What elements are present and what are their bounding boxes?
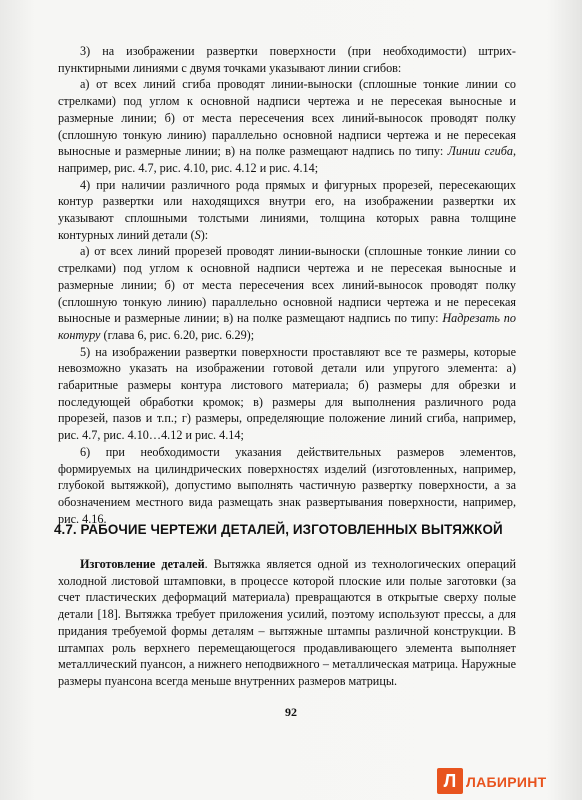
- section-paragraph: [58, 556, 516, 690]
- lead-term: Изготовление деталей: [80, 557, 205, 571]
- paragraph-4: [58, 177, 516, 244]
- labirint-logo-icon: Л: [437, 768, 463, 794]
- paragraph-3: 3) на изображении развертки поверхности (при необходимости) штрих-пунктирными линиями с двумя точками указывают линии сгибов:: [58, 44, 516, 75]
- paragraph-text: ):: [200, 227, 209, 242]
- paragraph-text: а) от всех линий сгиба проводят линии-выноски (сплошные тонкие линии со стрелками) под углом к основной надписи чертежа и не пересекая выносные и размерные линии; б) от места пересечения всех линий-выносок проводят полку (сплошную тонкую линию) параллельно основной надписи чертежа и не пересекая выносные и размерные линии; в) на полке размещают надпись по типу:: [58, 77, 516, 159]
- italic-symbol: S: [194, 227, 201, 242]
- paragraph-text: . Вытяжка является одной из технологических операций холодной листовой штамповки, в процессе которой плоские или полые заготовки (за счет пластических деформаций материала) превращаются в открытые сверху полые детали [18]. Вытяжка требует приложения усилий, поэтому используют прессы, а для придания требуемой формы деталям – вытяжные штампы различной конструкции. В штампах роль верхнего перемещающегося продавливающего элемента выполняет металлический пуансон, а нижнего неподвижного – металлическая матрица. Наружные размеры пуансона всегда меньше внутренних размеров матрицы.: [58, 557, 516, 688]
- section-heading: 4.7. РАБОЧИЕ ЧЕРТЕЖИ ДЕТАЛЕЙ, ИЗГОТОВЛЕННЫХ ВЫТЯЖКОЙ: [54, 522, 503, 537]
- paragraph-text: 4) при наличии различного рода прямых и фигурных прорезей, пересекающих контур развертки или находящихся внутри его, на изображении развертки их указывают сплошными толстыми линиями, толщина которых равна толщине контурных линий детали (: [58, 177, 516, 242]
- italic-label: Линии сгиба: [447, 144, 513, 159]
- paragraph-text: , например, рис. 4.7, рис. 4.10, рис. 4.12 и рис. 4.14;: [58, 144, 517, 175]
- paragraph-4-items: [58, 243, 516, 343]
- paragraph-text: (глава 6, рис. 6.20, рис. 6.29);: [100, 327, 255, 342]
- paragraph-6: 6) при необходимости указания действительных размеров элементов, формируемых на цилиндрических поверхностях изделий (изготовленных, например, глубокой вытяжкой), допустимо выполнять частичную развертку поверхности, а за обозначением местного вида размещать знак развертывания поверхности, например, рис. 4.16.: [58, 444, 516, 526]
- page-number: 92: [285, 705, 297, 719]
- section-body: [58, 556, 516, 690]
- italic-label: Надрезать по контуру: [58, 311, 516, 342]
- body-text: [58, 43, 516, 527]
- paragraph-5: 5) на изображении развертки поверхности проставляют все те размеры, которые невозможно указать на изображении готовой детали или упругого элемента: а) габаритные размеры контура листового материала; б) размеры для обрезки и последующей обработки кромок; в) размеры для выполнения различного рода прорезей, пазов и т.п.; г) размеры, определяющие положение линий сгиба, например, рис. 4.7, рис. 4.10…4.12 и рис. 4.14;: [58, 344, 516, 443]
- labirint-logo-text: ЛАБИРИНТ: [466, 774, 547, 790]
- paragraph-3-items: [58, 76, 516, 176]
- paragraph-text: а) от всех линий прорезей проводят линии-выноски (сплошные тонкие линии со стрелками) под углом к основной надписи чертежа и не пересекая выносные и размерные линии; б) от места пересечения всех линий-выносок проводят полку (сплошную тонкую линию) параллельно основной надписи чертежа и не пересекая выносные и размерные линии; в) на полке размещают надпись по типу:: [58, 244, 516, 326]
